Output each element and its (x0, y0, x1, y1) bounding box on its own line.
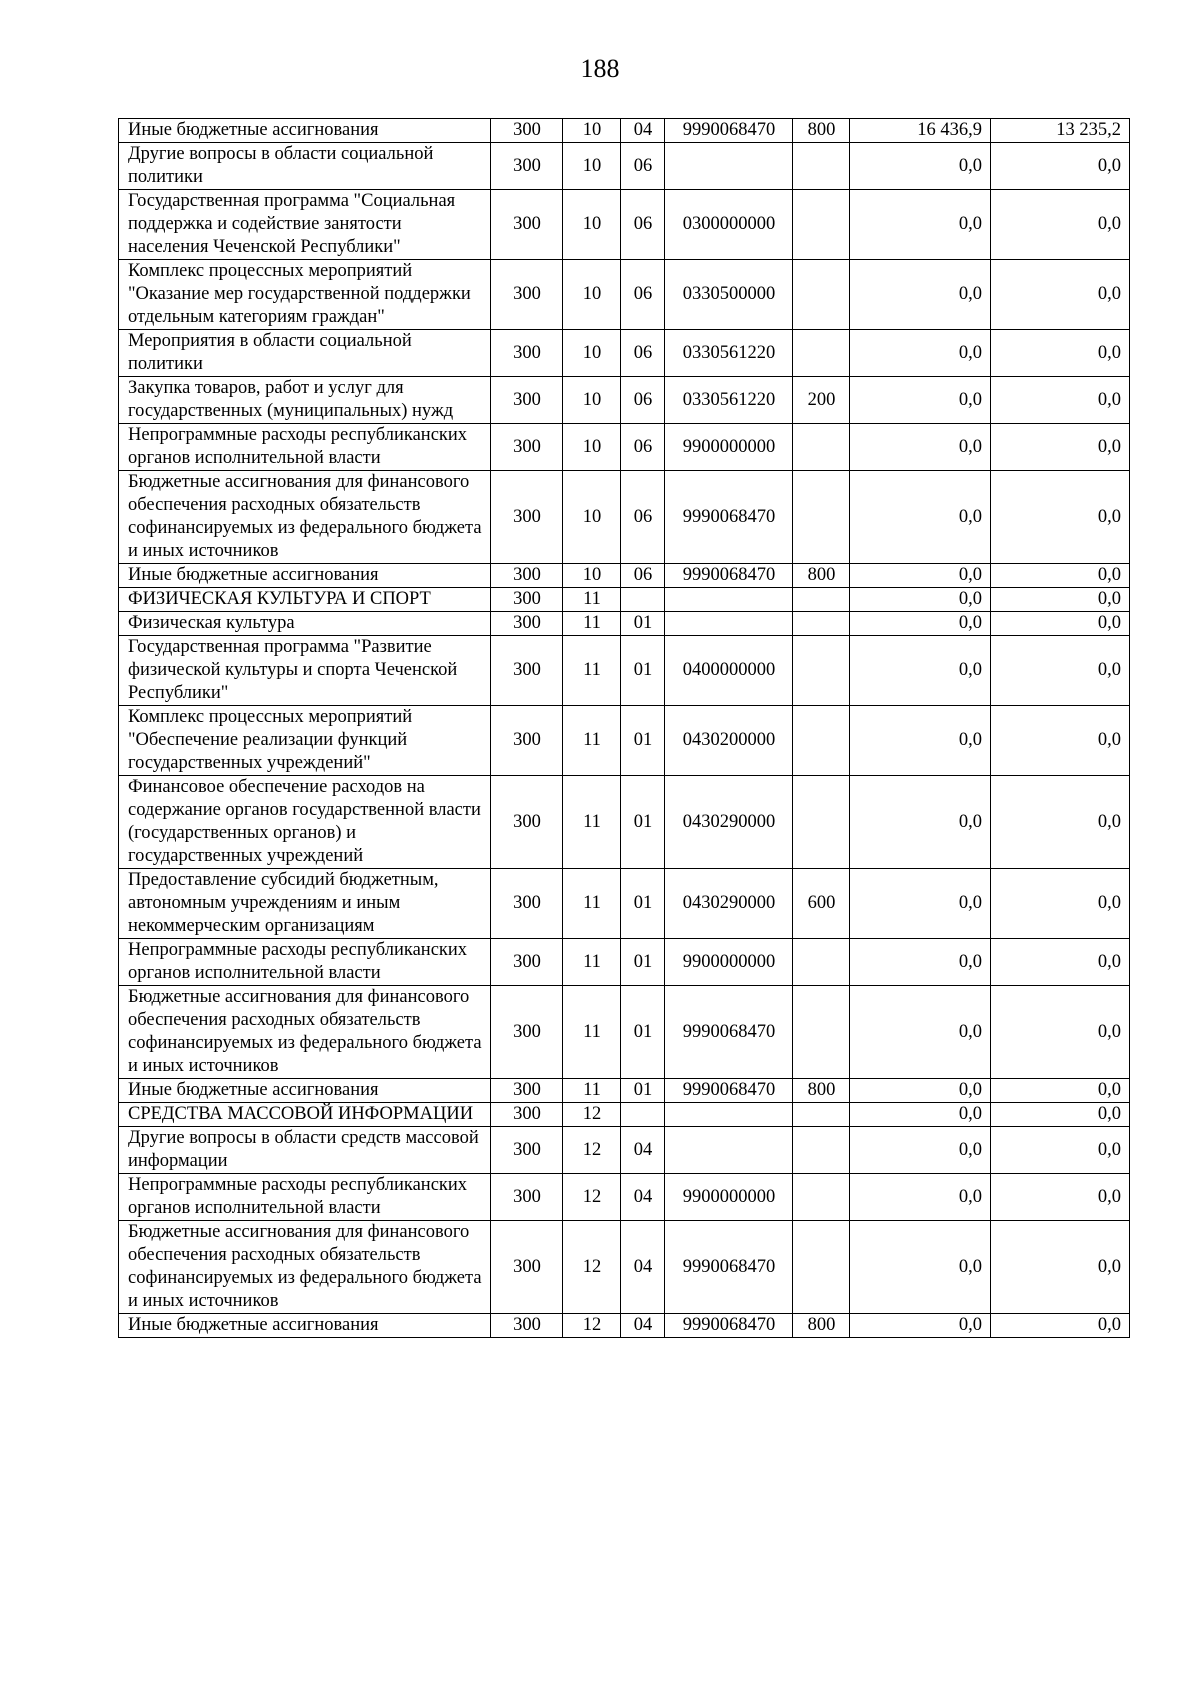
amount-year-2: 0,0 (991, 636, 1130, 706)
expense-type-code (793, 612, 850, 636)
grbs-code: 300 (491, 1127, 563, 1174)
grbs-code: 300 (491, 986, 563, 1079)
table-row (119, 377, 1130, 424)
subsection-code: 01 (621, 986, 665, 1079)
expense-type-code (793, 1174, 850, 1221)
target-article-code: 9900000000 (665, 1174, 793, 1221)
section-code: 10 (563, 143, 621, 190)
item-name: Другие вопросы в области средств массовой информации (119, 1127, 491, 1174)
table-row (119, 939, 1130, 986)
section-code: 12 (563, 1174, 621, 1221)
target-article-code: 0430290000 (665, 776, 793, 869)
item-name: Иные бюджетные ассигнования (119, 119, 491, 143)
budget-table (118, 118, 1130, 1338)
amount-year-2: 0,0 (991, 260, 1130, 330)
subsection-code: 06 (621, 564, 665, 588)
grbs-code: 300 (491, 330, 563, 377)
target-article-code (665, 612, 793, 636)
item-name: Государственная программа "Развитие физической культуры и спорта Чеченской Республики" (119, 636, 491, 706)
target-article-code: 0330561220 (665, 377, 793, 424)
amount-year-1: 0,0 (850, 1127, 991, 1174)
expense-type-code (793, 143, 850, 190)
item-name: Предоставление субсидий бюджетным, автономным учреждениям и иным некоммерческим организациям (119, 869, 491, 939)
subsection-code: 04 (621, 1314, 665, 1338)
target-article-code: 0430290000 (665, 869, 793, 939)
section-code: 12 (563, 1314, 621, 1338)
expense-type-code (793, 260, 850, 330)
amount-year-1: 0,0 (850, 260, 991, 330)
amount-year-1: 0,0 (850, 143, 991, 190)
table-row (119, 424, 1130, 471)
amount-year-2: 0,0 (991, 424, 1130, 471)
amount-year-1: 0,0 (850, 1314, 991, 1338)
expense-type-code (793, 1127, 850, 1174)
grbs-code: 300 (491, 1174, 563, 1221)
subsection-code (621, 588, 665, 612)
table-row (119, 588, 1130, 612)
item-name: Непрограммные расходы республиканских органов исполнительной власти (119, 1174, 491, 1221)
section-code: 11 (563, 776, 621, 869)
amount-year-2: 0,0 (991, 612, 1130, 636)
amount-year-1: 0,0 (850, 1079, 991, 1103)
table-row (119, 330, 1130, 377)
amount-year-2: 0,0 (991, 564, 1130, 588)
subsection-code: 04 (621, 1174, 665, 1221)
section-code: 11 (563, 706, 621, 776)
table-row (119, 471, 1130, 564)
subsection-code: 04 (621, 1221, 665, 1314)
item-name: Непрограммные расходы республиканских органов исполнительной власти (119, 424, 491, 471)
grbs-code: 300 (491, 1221, 563, 1314)
section-code: 10 (563, 260, 621, 330)
expense-type-code (793, 939, 850, 986)
subsection-code: 04 (621, 119, 665, 143)
item-name: Бюджетные ассигнования для финансового обеспечения расходных обязательств софинансируемых из федерального бюджета и иных источников (119, 1221, 491, 1314)
amount-year-2: 0,0 (991, 869, 1130, 939)
amount-year-1: 0,0 (850, 939, 991, 986)
expense-type-code: 800 (793, 119, 850, 143)
grbs-code: 300 (491, 588, 563, 612)
item-name: Финансовое обеспечение расходов на содержание органов государственной власти (государственных органов) и государственных учреждений (119, 776, 491, 869)
item-name: Государственная программа "Социальная поддержка и содействие занятости населения Чеченской Республики" (119, 190, 491, 260)
grbs-code: 300 (491, 190, 563, 260)
amount-year-1: 0,0 (850, 1174, 991, 1221)
target-article-code (665, 143, 793, 190)
amount-year-1: 0,0 (850, 706, 991, 776)
grbs-code: 300 (491, 1314, 563, 1338)
grbs-code: 300 (491, 1103, 563, 1127)
amount-year-1: 0,0 (850, 564, 991, 588)
amount-year-1: 0,0 (850, 986, 991, 1079)
section-code: 11 (563, 636, 621, 706)
subsection-code: 01 (621, 1079, 665, 1103)
section-code: 10 (563, 377, 621, 424)
item-name: Физическая культура (119, 612, 491, 636)
page-number: 188 (580, 54, 620, 83)
grbs-code: 300 (491, 377, 563, 424)
subsection-code: 01 (621, 776, 665, 869)
section-code: 10 (563, 330, 621, 377)
section-code: 11 (563, 939, 621, 986)
subsection-code: 06 (621, 377, 665, 424)
expense-type-code (793, 190, 850, 260)
table-row (119, 1221, 1130, 1314)
target-article-code: 9990068470 (665, 1079, 793, 1103)
target-article-code: 0400000000 (665, 636, 793, 706)
amount-year-2: 0,0 (991, 706, 1130, 776)
amount-year-2: 0,0 (991, 1314, 1130, 1338)
subsection-code: 06 (621, 424, 665, 471)
target-article-code: 9990068470 (665, 471, 793, 564)
amount-year-2: 0,0 (991, 377, 1130, 424)
amount-year-2: 0,0 (991, 143, 1130, 190)
budget-table-body (119, 119, 1130, 1338)
expense-type-code (793, 776, 850, 869)
target-article-code: 0430200000 (665, 706, 793, 776)
expense-type-code: 200 (793, 377, 850, 424)
amount-year-2: 0,0 (991, 330, 1130, 377)
grbs-code: 300 (491, 869, 563, 939)
table-row (119, 986, 1130, 1079)
grbs-code: 300 (491, 260, 563, 330)
amount-year-1: 0,0 (850, 424, 991, 471)
amount-year-1: 0,0 (850, 869, 991, 939)
subsection-code: 06 (621, 190, 665, 260)
item-name: Иные бюджетные ассигнования (119, 1079, 491, 1103)
table-row (119, 636, 1130, 706)
item-name: Иные бюджетные ассигнования (119, 564, 491, 588)
subsection-code: 01 (621, 612, 665, 636)
item-name: Бюджетные ассигнования для финансового обеспечения расходных обязательств софинансируемых из федерального бюджета и иных источников (119, 471, 491, 564)
section-code: 12 (563, 1127, 621, 1174)
section-code: 11 (563, 612, 621, 636)
amount-year-1: 0,0 (850, 330, 991, 377)
grbs-code: 300 (491, 612, 563, 636)
subsection-code: 06 (621, 260, 665, 330)
expense-type-code: 800 (793, 1079, 850, 1103)
table-row (119, 776, 1130, 869)
subsection-code: 04 (621, 1127, 665, 1174)
table-row (119, 564, 1130, 588)
target-article-code: 9900000000 (665, 424, 793, 471)
amount-year-1: 0,0 (850, 190, 991, 260)
amount-year-2: 0,0 (991, 939, 1130, 986)
amount-year-2: 13 235,2 (991, 119, 1130, 143)
grbs-code: 300 (491, 776, 563, 869)
section-code: 10 (563, 119, 621, 143)
amount-year-2: 0,0 (991, 1127, 1130, 1174)
item-name: Закупка товаров, работ и услуг для государственных (муниципальных) нужд (119, 377, 491, 424)
expense-type-code (793, 636, 850, 706)
expense-type-code: 800 (793, 1314, 850, 1338)
amount-year-1: 0,0 (850, 636, 991, 706)
expense-type-code: 800 (793, 564, 850, 588)
table-row (119, 612, 1130, 636)
expense-type-code (793, 588, 850, 612)
section-code: 11 (563, 588, 621, 612)
item-name: Комплекс процессных мероприятий "Обеспечение реализации функций государственных учреждений" (119, 706, 491, 776)
amount-year-2: 0,0 (991, 471, 1130, 564)
section-code: 12 (563, 1103, 621, 1127)
expense-type-code (793, 424, 850, 471)
subsection-code: 01 (621, 706, 665, 776)
grbs-code: 300 (491, 143, 563, 190)
amount-year-1: 0,0 (850, 377, 991, 424)
subsection-code: 01 (621, 939, 665, 986)
section-code: 11 (563, 869, 621, 939)
expense-type-code (793, 471, 850, 564)
expense-type-code: 600 (793, 869, 850, 939)
table-row (119, 706, 1130, 776)
table-row (119, 1079, 1130, 1103)
item-name: Другие вопросы в области социальной политики (119, 143, 491, 190)
grbs-code: 300 (491, 424, 563, 471)
amount-year-2: 0,0 (991, 776, 1130, 869)
amount-year-2: 0,0 (991, 1221, 1130, 1314)
grbs-code: 300 (491, 1079, 563, 1103)
item-name: СРЕДСТВА МАССОВОЙ ИНФОРМАЦИИ (119, 1103, 491, 1127)
table-row (119, 143, 1130, 190)
item-name: Мероприятия в области социальной политики (119, 330, 491, 377)
subsection-code: 01 (621, 869, 665, 939)
subsection-code (621, 1103, 665, 1127)
expense-type-code (793, 330, 850, 377)
target-article-code (665, 1103, 793, 1127)
amount-year-2: 0,0 (991, 1079, 1130, 1103)
subsection-code: 06 (621, 471, 665, 564)
target-article-code: 0330561220 (665, 330, 793, 377)
amount-year-2: 0,0 (991, 986, 1130, 1079)
subsection-code: 06 (621, 143, 665, 190)
expense-type-code (793, 986, 850, 1079)
grbs-code: 300 (491, 706, 563, 776)
section-code: 10 (563, 190, 621, 260)
grbs-code: 300 (491, 564, 563, 588)
grbs-code: 300 (491, 636, 563, 706)
amount-year-1: 0,0 (850, 588, 991, 612)
subsection-code: 01 (621, 636, 665, 706)
subsection-code: 06 (621, 330, 665, 377)
expense-type-code (793, 706, 850, 776)
section-code: 12 (563, 1221, 621, 1314)
table-row (119, 260, 1130, 330)
amount-year-1: 0,0 (850, 1103, 991, 1127)
amount-year-1: 0,0 (850, 612, 991, 636)
amount-year-2: 0,0 (991, 1103, 1130, 1127)
item-name: ФИЗИЧЕСКАЯ КУЛЬТУРА И СПОРТ (119, 588, 491, 612)
expense-type-code (793, 1221, 850, 1314)
expense-type-code (793, 1103, 850, 1127)
amount-year-1: 16 436,9 (850, 119, 991, 143)
target-article-code: 9990068470 (665, 119, 793, 143)
section-code: 10 (563, 471, 621, 564)
item-name: Иные бюджетные ассигнования (119, 1314, 491, 1338)
table-row (119, 1103, 1130, 1127)
table-row (119, 1174, 1130, 1221)
amount-year-2: 0,0 (991, 1174, 1130, 1221)
table-row (119, 869, 1130, 939)
section-code: 10 (563, 564, 621, 588)
table-row (119, 190, 1130, 260)
item-name: Комплекс процессных мероприятий "Оказание мер государственной поддержки отдельным категориям граждан" (119, 260, 491, 330)
target-article-code: 0330500000 (665, 260, 793, 330)
section-code: 10 (563, 424, 621, 471)
amount-year-1: 0,0 (850, 776, 991, 869)
target-article-code: 9990068470 (665, 564, 793, 588)
table-row (119, 119, 1130, 143)
target-article-code: 9990068470 (665, 986, 793, 1079)
target-article-code: 9900000000 (665, 939, 793, 986)
section-code: 11 (563, 1079, 621, 1103)
table-row (119, 1127, 1130, 1174)
table-row (119, 1314, 1130, 1338)
grbs-code: 300 (491, 471, 563, 564)
amount-year-2: 0,0 (991, 190, 1130, 260)
amount-year-1: 0,0 (850, 1221, 991, 1314)
amount-year-1: 0,0 (850, 471, 991, 564)
target-article-code: 9990068470 (665, 1221, 793, 1314)
target-article-code: 9990068470 (665, 1314, 793, 1338)
target-article-code (665, 1127, 793, 1174)
item-name: Бюджетные ассигнования для финансового обеспечения расходных обязательств софинансируемых из федерального бюджета и иных источников (119, 986, 491, 1079)
grbs-code: 300 (491, 939, 563, 986)
target-article-code (665, 588, 793, 612)
section-code: 11 (563, 986, 621, 1079)
item-name: Непрограммные расходы республиканских органов исполнительной власти (119, 939, 491, 986)
target-article-code: 0300000000 (665, 190, 793, 260)
amount-year-2: 0,0 (991, 588, 1130, 612)
grbs-code: 300 (491, 119, 563, 143)
